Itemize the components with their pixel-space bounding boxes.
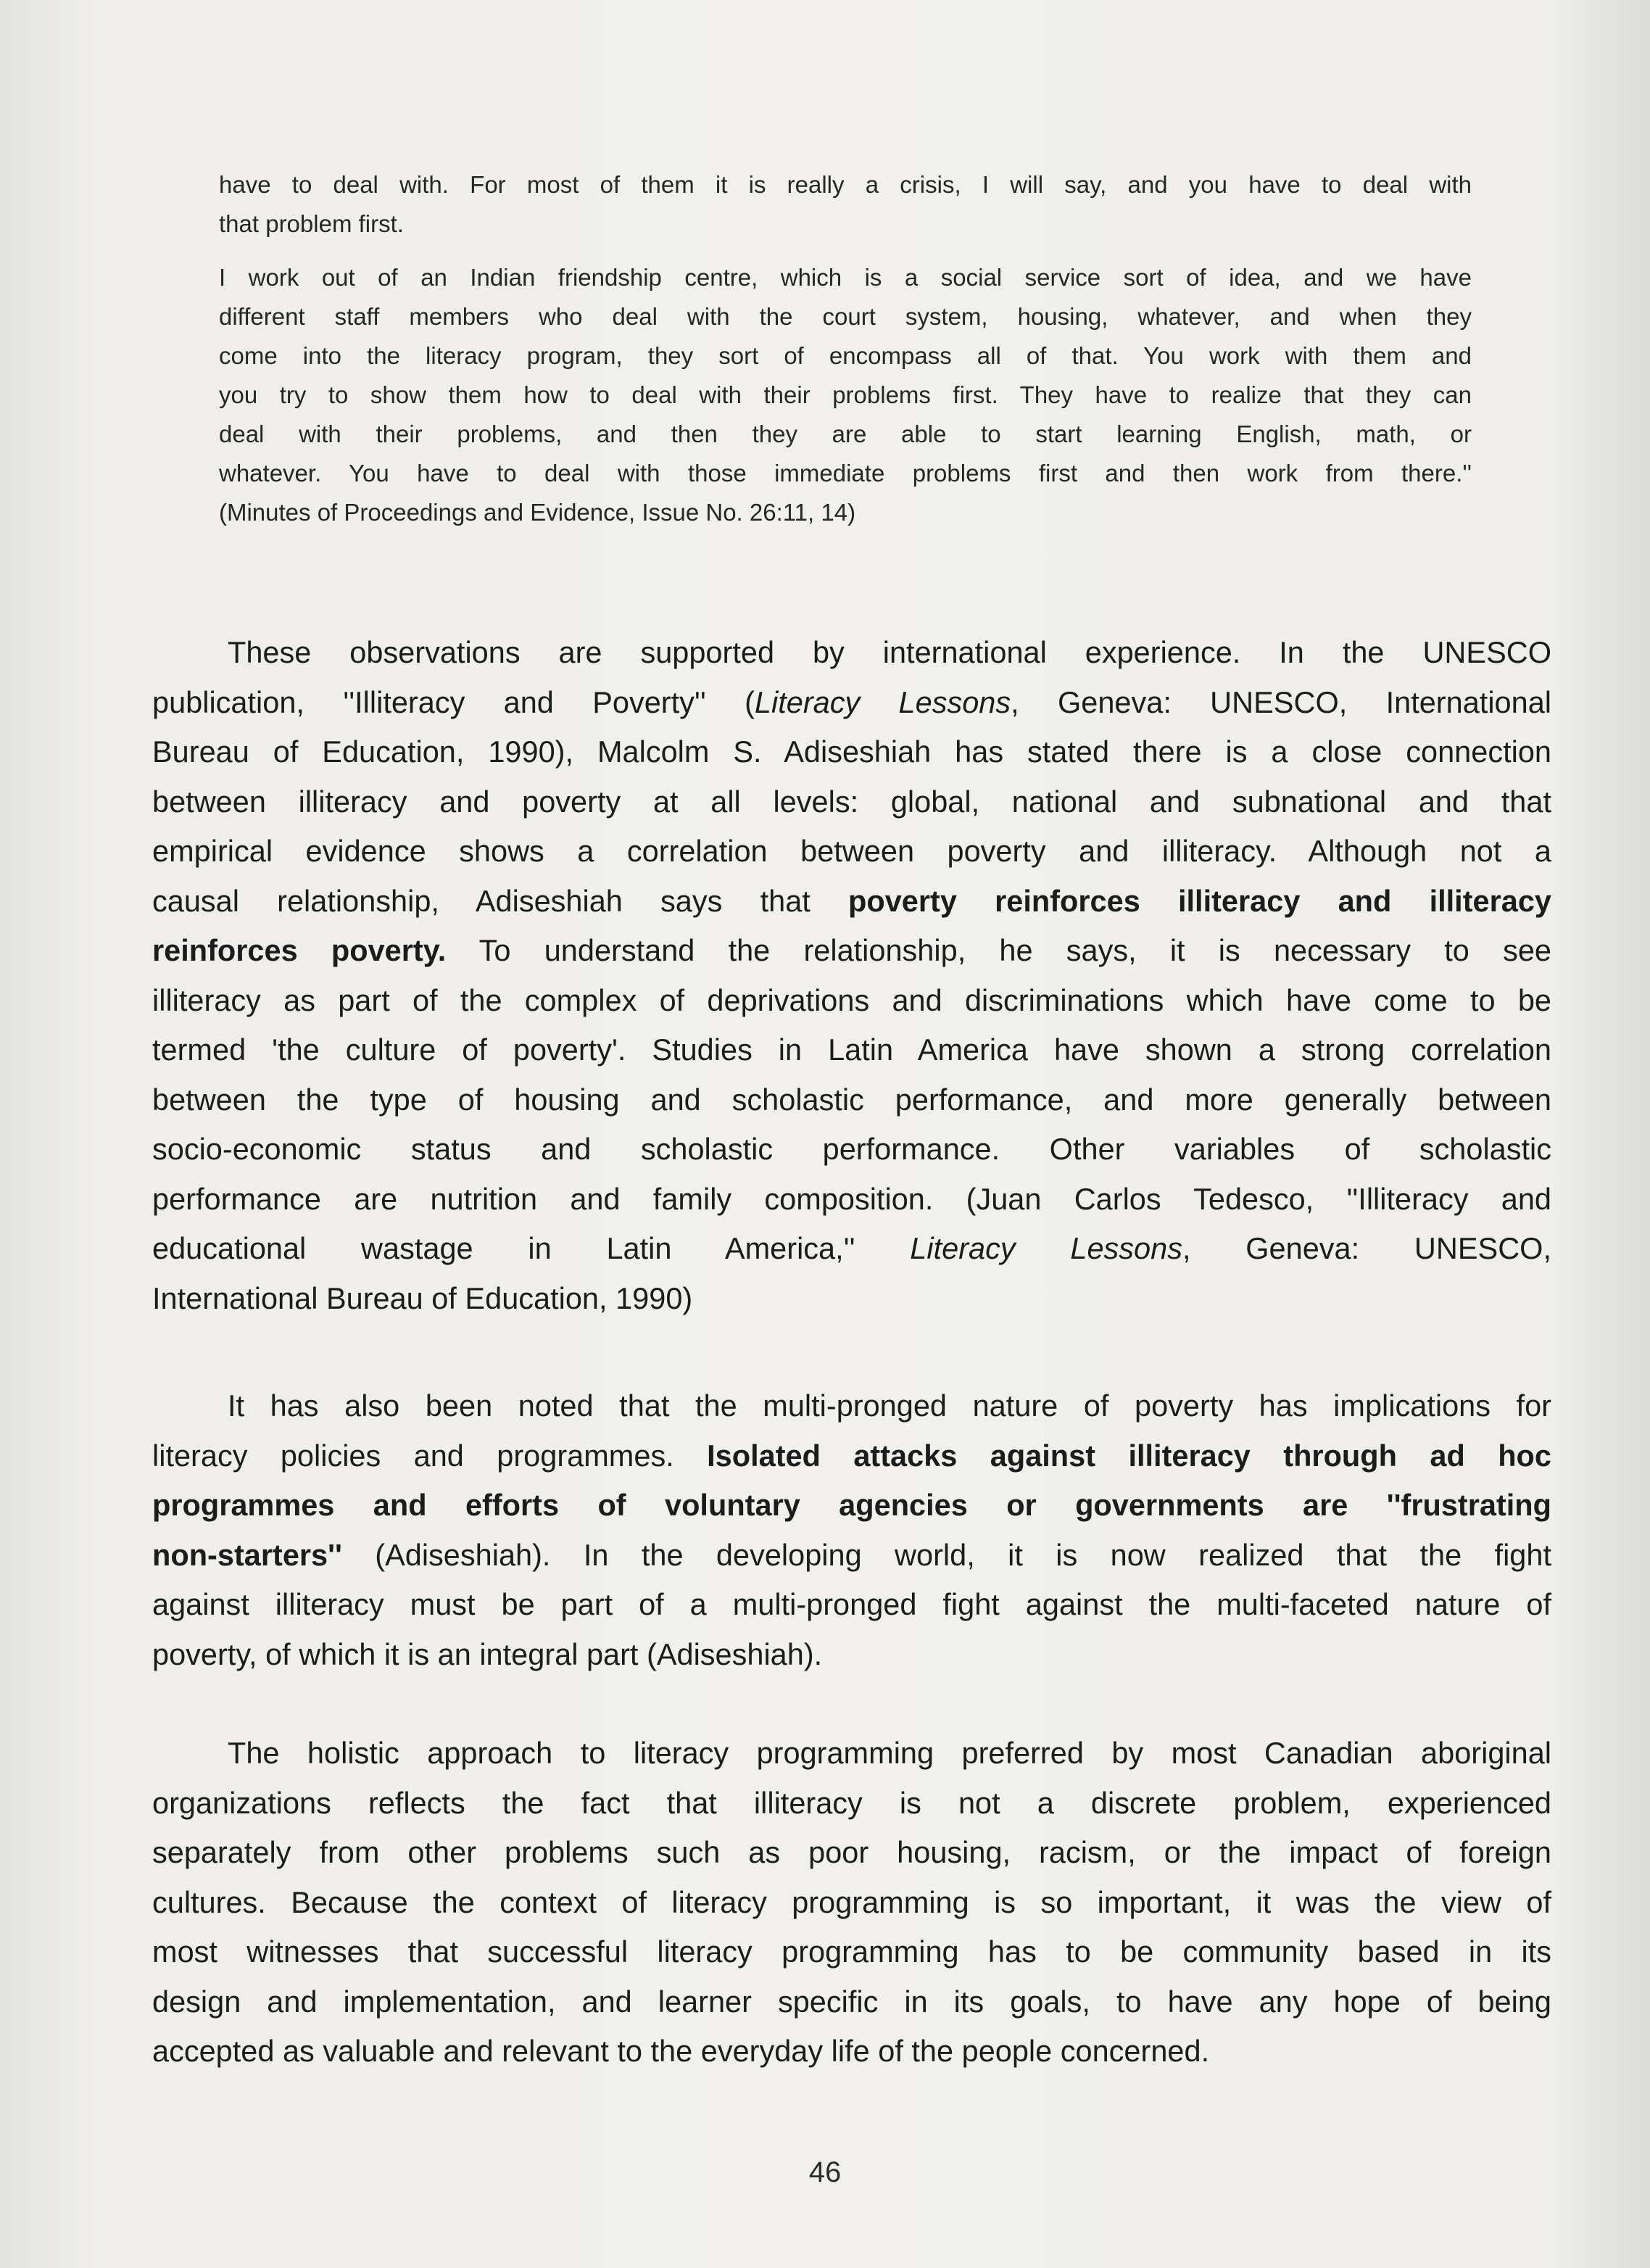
paragraph-line: accepted as valuable and relevant to the everyday life of the people concerned.: [152, 2034, 1210, 2068]
paragraph-line: poverty, of which it is an integral part (Adiseshiah).: [152, 1636, 823, 1671]
paragraph-line: between the type of housing and scholastic performance, and more generally between: [152, 1082, 1551, 1117]
quote-line: different staff members who deal with the court system, housing, whatever, and when they: [219, 303, 1472, 330]
paragraph-line: reinforces poverty. To understand the relationship, he says, it is necessary to see: [152, 933, 1551, 967]
paragraph-line: socio-economic status and scholastic performance. Other variables of scholastic: [152, 1132, 1551, 1166]
testimony-quote-part-1: [219, 165, 1472, 244]
italic-title: Literacy Lessons: [754, 684, 1011, 719]
quote-line: deal with their problems, and then they are able to start learning English, math, or: [219, 421, 1472, 447]
paragraph-line: empirical evidence shows a correlation between poverty and illiteracy. Although not a: [152, 834, 1551, 868]
bold-emphasis: programmes and efforts of voluntary agencies or governments are ''frustrating: [152, 1488, 1551, 1522]
paragraph-line: cultures. Because the context of literacy programming is so important, it was the view of: [152, 1884, 1551, 1919]
paragraph-line: illiteracy as part of the complex of deprivations and discriminations which have come to be: [152, 982, 1551, 1017]
paragraph-line: most witnesses that successful literacy programming has to be community based in its: [152, 1934, 1551, 1969]
paragraph-line: publication, ''Illiteracy and Poverty'' (Literacy Lessons, Geneva: UNESCO, International: [152, 684, 1552, 719]
paragraph-line: It has also been noted that the multi-pronged nature of poverty has implications for: [228, 1388, 1551, 1423]
quote-line: I work out of an Indian friendship centre, which is a social service sort of idea, and we have: [219, 264, 1472, 291]
page-number: 46: [808, 2156, 842, 2188]
quote-line: whatever. You have to deal with those immediate problems first and then work from there.'': [219, 460, 1472, 487]
paragraph-line: The holistic approach to literacy programming preferred by most Canadian aboriginal: [228, 1736, 1551, 1770]
paragraph-line: literacy policies and programmes. Isolated attacks against illiteracy through ad hoc: [152, 1438, 1551, 1473]
bold-emphasis: poverty reinforces illiteracy and illiteracy: [848, 883, 1551, 918]
paragraph-line: causal relationship, Adiseshiah says that poverty reinforces illiteracy and illiteracy: [152, 883, 1551, 918]
quote-citation: (Minutes of Proceedings and Evidence, Issue No. 26:11, 14): [219, 499, 856, 526]
paragraph-international-experience: [152, 628, 1551, 1323]
paragraph-line: between illiteracy and poverty at all levels: global, national and subnational and that: [152, 784, 1551, 819]
paragraph-line: These observations are supported by international experience. In the UNESCO: [228, 635, 1551, 669]
paragraph-holistic-approach: [152, 1729, 1551, 2077]
quote-line: have to deal with. For most of them it is really a crisis, I will say, and you have to deal with: [219, 171, 1472, 198]
paragraph-line: International Bureau of Education, 1990): [152, 1280, 693, 1315]
paragraph-line: termed 'the culture of poverty'. Studies in Latin America have shown a strong correlation: [152, 1032, 1551, 1067]
paragraph-line: non-starters'' (Adiseshiah). In the developing world, it is now realized that the fight: [152, 1537, 1551, 1572]
paragraph-line: performance are nutrition and family composition. (Juan Carlos Tedesco, ''Illiteracy and: [152, 1181, 1551, 1216]
bold-emphasis: reinforces poverty.: [152, 933, 447, 967]
bold-emphasis: Isolated attacks against illiteracy through ad hoc: [707, 1438, 1551, 1473]
paragraph-line: educational wastage in Latin America,'' Literacy Lessons, Geneva: UNESCO,: [152, 1231, 1551, 1265]
quote-line: come into the literacy program, they sort of encompass all of that. You work with them and: [219, 342, 1472, 369]
paragraph-line: [152, 1481, 1551, 1531]
testimony-quote-part-2: [219, 258, 1472, 532]
paragraph-line: Bureau of Education, 1990), Malcolm S. Adiseshiah has stated there is a close connection: [152, 734, 1551, 769]
paragraph-line: organizations reflects the fact that illiteracy is not a discrete problem, experienced: [152, 1785, 1551, 1820]
italic-title: Literacy Lessons: [910, 1231, 1182, 1265]
quote-line: that problem first.: [219, 210, 404, 237]
paragraph-line: design and implementation, and learner specific in its goals, to have any hope of being: [152, 1984, 1551, 2019]
paragraph-line: separately from other problems such as poor housing, racism, or the impact of foreign: [152, 1835, 1551, 1869]
bold-emphasis: non-starters'': [152, 1537, 342, 1572]
paragraph-line: against illiteracy must be part of a multi-pronged fight against the multi-faceted nature of: [152, 1587, 1551, 1621]
paragraph-multi-pronged-poverty: [152, 1381, 1551, 1679]
quote-line: you try to show them how to deal with their problems first. They have to realize that they can: [219, 381, 1472, 408]
